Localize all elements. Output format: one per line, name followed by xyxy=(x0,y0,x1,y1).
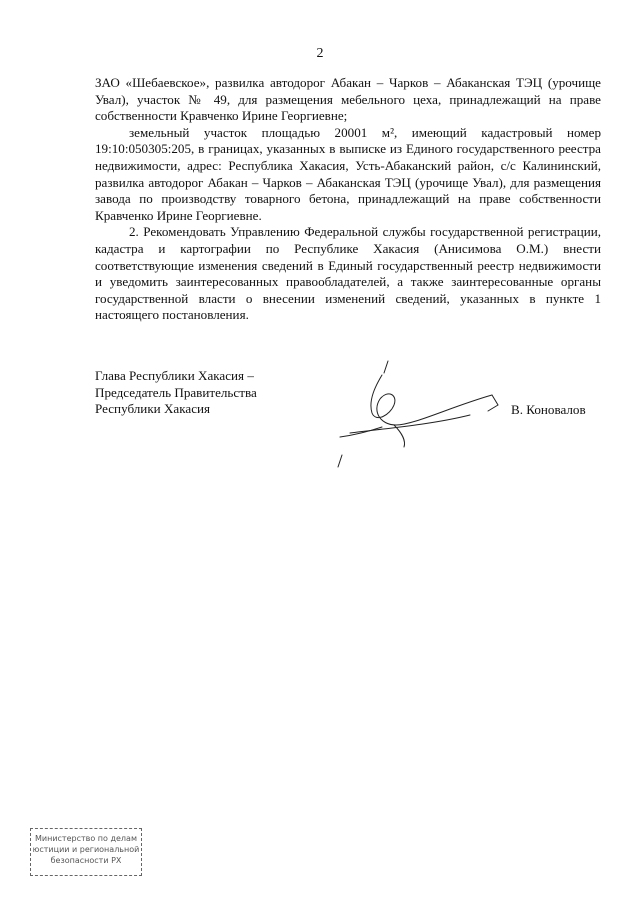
page-number: 2 xyxy=(316,46,324,61)
registration-stamp xyxy=(30,828,142,876)
stamp-line-2: юстиции и региональной xyxy=(32,845,140,854)
signatory-name: В. Коновалов xyxy=(511,402,586,417)
paragraph-2: земельный участок площадью 20001 м², имеющий кадастровый номер 19:10:050305:205, в границах, указанных в выписке из Единого государственного реестра недвижимости, адрес: Республика Хакасия, Усть-Абаканский район, с/с Калининский, развилка автодорог Абакан – Чарков – Абаканская ТЭЦ (урочище Увал), для размещения завода по производству товарного бетона, принадлежащий на праве собственности Кравченко Ирине Георгиевне. xyxy=(95,124,601,223)
signatory-title-line-2: Председатель Правительства xyxy=(95,384,257,400)
signatory-title-line-3: Республики Хакасия xyxy=(95,401,211,417)
paragraph-1: ЗАО «Шебаевское», развилка автодорог Абакан – Чарков – Абаканская ТЭЦ (урочище Увал), участок № 49, для размещения мебельного цеха, принадлежащий на праве собственности Кравченко Ирине Георгиевне; xyxy=(95,75,601,124)
stamp-line-3: безопасности РХ xyxy=(50,856,122,865)
signatory-title xyxy=(95,368,257,418)
paragraph-3: 2. Рекомендовать Управлению Федеральной службы государственной регистрации, кадастра и картографии по Республике Хакасия (Анисимова О.М.) внести соответствующие изменения сведений в Единый государственный реестр недвижимости и уведомить заинтересованных правообладателей, а также заинтересованные органы государственной власти о внесении изменений сведений, указанных в пункте 1 настоящего постановления. xyxy=(95,224,601,323)
handwritten-signature xyxy=(310,355,510,475)
signatory-title-line-1: Глава Республики Хакасия – xyxy=(95,368,254,383)
stamp-line-1: Министерство по делам xyxy=(35,834,137,843)
document-body xyxy=(95,75,601,324)
